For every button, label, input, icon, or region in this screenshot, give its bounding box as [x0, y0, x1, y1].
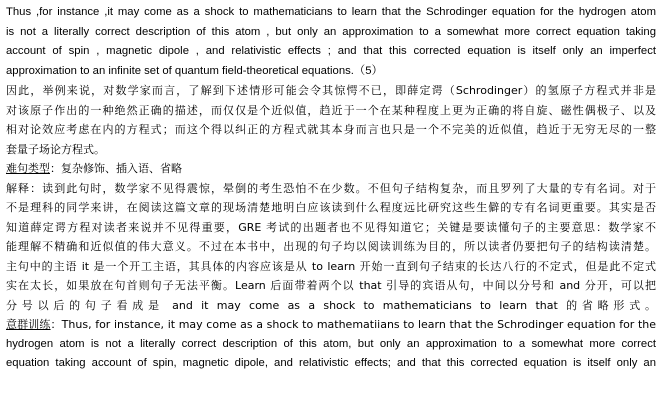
analysis-line: 主句中的主语 it 是一个开工主语，其具体的内容应该是从 to learn 开始一直到句子结束的长达八行的不定式，但是此不定式: [6, 259, 656, 273]
analysis-line: 实在太长，如果放在句首则句子无法平衡。Learn 后面带着两个以 that 引导的宾语从句，中间以分号和 and 分开，可以把: [6, 279, 656, 292]
analysis-line: 能理解不精确和近似值的伟大意义。不过在本书中，出现的句子均以阅读训练为目的，所以读者仍要把句子的结构读清楚。: [6, 240, 656, 253]
english-line: is not a literally correct description of this atom , but only an approximation to a somewhat more correct equation taking: [6, 25, 656, 38]
paraphrase-line: hydrogen atom is not a literally correct description of this atom, but only an approximation to a somewhat more correct: [6, 337, 656, 350]
analysis-text: ：读到此句时，数学家不见得震惊，晕倒的考生恐怕不在少数。不但句子结构复杂，而且罗列了大量的专有名词。对于: [30, 181, 656, 195]
analysis-label: 解释: [6, 181, 31, 195]
translation-line: 相对论效应考虑在内的方程式；而这个得以纠正的方程式就其本身而言也只是一个不完美的近似值，趋近于无穷无尽的一整: [6, 123, 656, 136]
paraphrase-line: [6, 315, 656, 335]
translation-line: 对该原子作出的一种绝然正确的描述，而仅仅是个近似值，趋近于一个在某种程度上更为正确的将自旋、磁性偶极子、以及: [6, 103, 656, 117]
english-line: account of spin , magnetic dipole , and relativistic effects ; and that this corrected equation is itself only an imperfect: [6, 45, 656, 57]
paraphrase-text: ：Thus, for instance, it may come as a shock to mathematiians to learn that the Schrodinger equation for the: [50, 318, 656, 331]
translation-line: 套量子场论方程式。: [6, 142, 105, 156]
paraphrase-line: equation taking account of spin, magnetic dipole, and relativistic effects; and that this corrected equation is itself only an: [6, 357, 656, 369]
document-body: [6, 3, 656, 374]
translation-line: 因此，举例来说，对数学家而言，了解到下述情形可能会令其惊愕不已，即薛定谔（Schrodinger）的氢原子方程式并非是: [6, 84, 656, 97]
analysis-line: 分号以后的句子看成是 and it may come as a shock to mathematicians to learn that 的省略形式。: [6, 298, 656, 312]
english-line: Thus ,for instance ,it may come as a shock to mathematicians to learn that the Schrodinger equation for the hydrogen atom: [6, 6, 656, 18]
analysis-line: 不是理科的同学来讲，在阅读这篇文章的现场清楚地明白应该读到什么程度远比研究这些生僻的专有名词更重要。其实是否: [6, 201, 656, 214]
analysis-section: [6, 179, 656, 316]
difficulty-type-label: 难句类型: [6, 162, 50, 175]
english-paragraph: [6, 3, 656, 81]
paraphrase-section: [6, 315, 656, 374]
difficulty-type-line: [6, 159, 656, 179]
english-line: approximation to an infinite set of quantum field-theoretical equations.（5）: [6, 64, 383, 77]
analysis-line: 知道薛定谔方程对读者来说并不见得重要，GRE 考试的出题者也不见得知道它；关键是要读懂句子的主要意思：数学家不: [6, 220, 656, 234]
analysis-line: [6, 179, 656, 199]
translation-paragraph: [6, 81, 656, 159]
difficulty-type-text: ：复杂修饰、插入语、省略: [50, 162, 182, 175]
paraphrase-label: 意群训练: [6, 318, 51, 331]
